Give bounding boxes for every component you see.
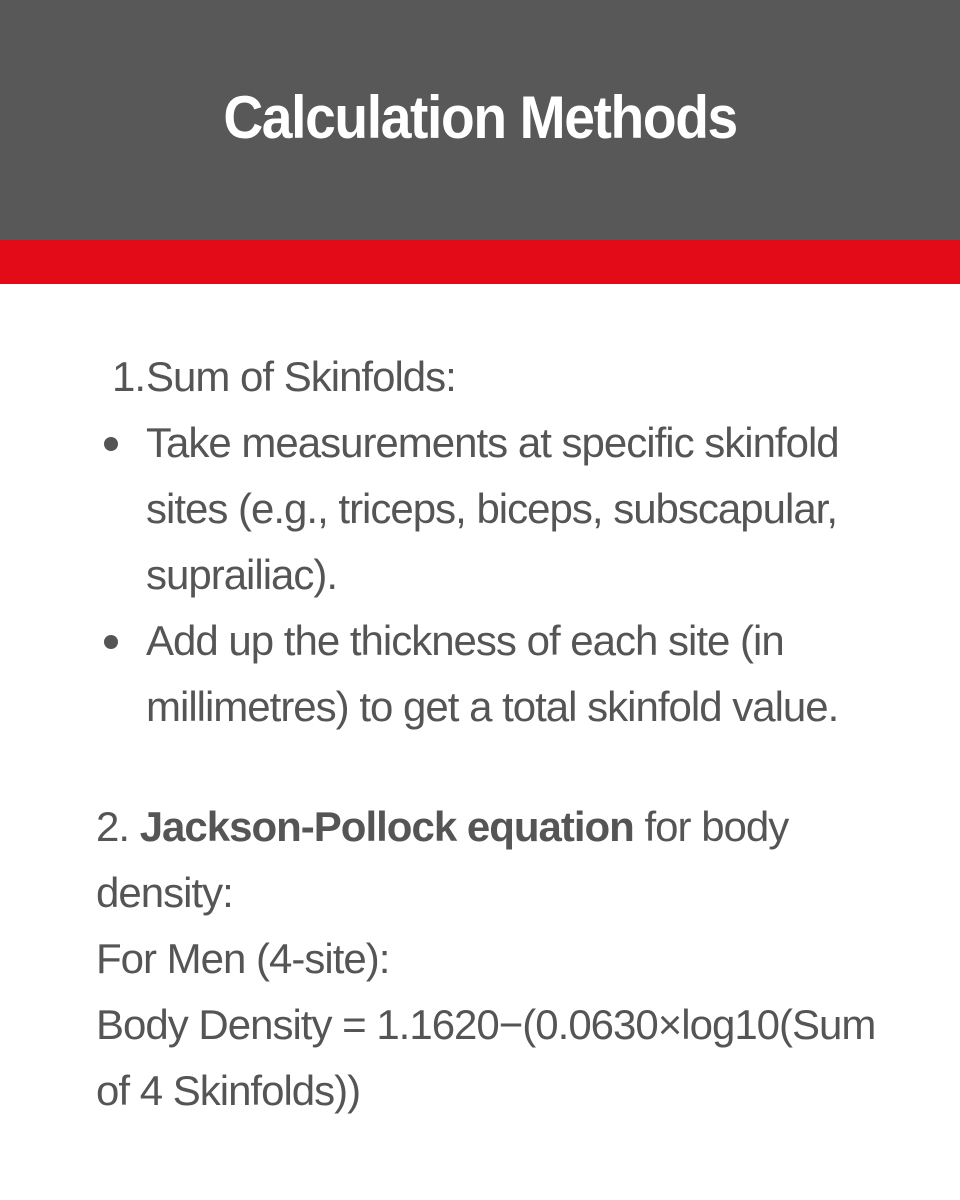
content-body bbox=[96, 344, 876, 1124]
bullet-icon bbox=[104, 635, 118, 649]
accent-bar bbox=[0, 240, 960, 284]
page-title: Calculation Methods bbox=[223, 83, 737, 151]
section-2-title-rest: for body density: bbox=[96, 803, 789, 916]
section-2-heading bbox=[96, 794, 876, 926]
section-2-bold-term: Jackson-Pollock equation bbox=[139, 803, 634, 850]
list-item bbox=[96, 410, 876, 608]
bullet-text: Add up the thickness of each site (in millimetres) to get a total skinfold value. bbox=[146, 617, 839, 730]
section-1-heading bbox=[96, 344, 876, 410]
section-2-number: 2. bbox=[96, 803, 130, 850]
bullet-icon bbox=[104, 437, 118, 451]
bullet-text: Take measurements at specific skinfold sites (e.g., triceps, biceps, subscapular, suprailiac). bbox=[146, 419, 839, 598]
section-2-subheading: For Men (4-site): bbox=[96, 935, 390, 982]
density-formula: Body Density = 1.1620−(0.0630×log10(Sum of 4 Skinfolds)) bbox=[96, 1001, 876, 1114]
section-1-number: 1. bbox=[112, 353, 146, 400]
section-1-title: Sum of Skinfolds: bbox=[146, 353, 456, 400]
list-item bbox=[96, 608, 876, 740]
header-banner bbox=[0, 0, 960, 240]
section-spacer bbox=[96, 740, 876, 794]
section-1-bullets bbox=[96, 410, 876, 740]
